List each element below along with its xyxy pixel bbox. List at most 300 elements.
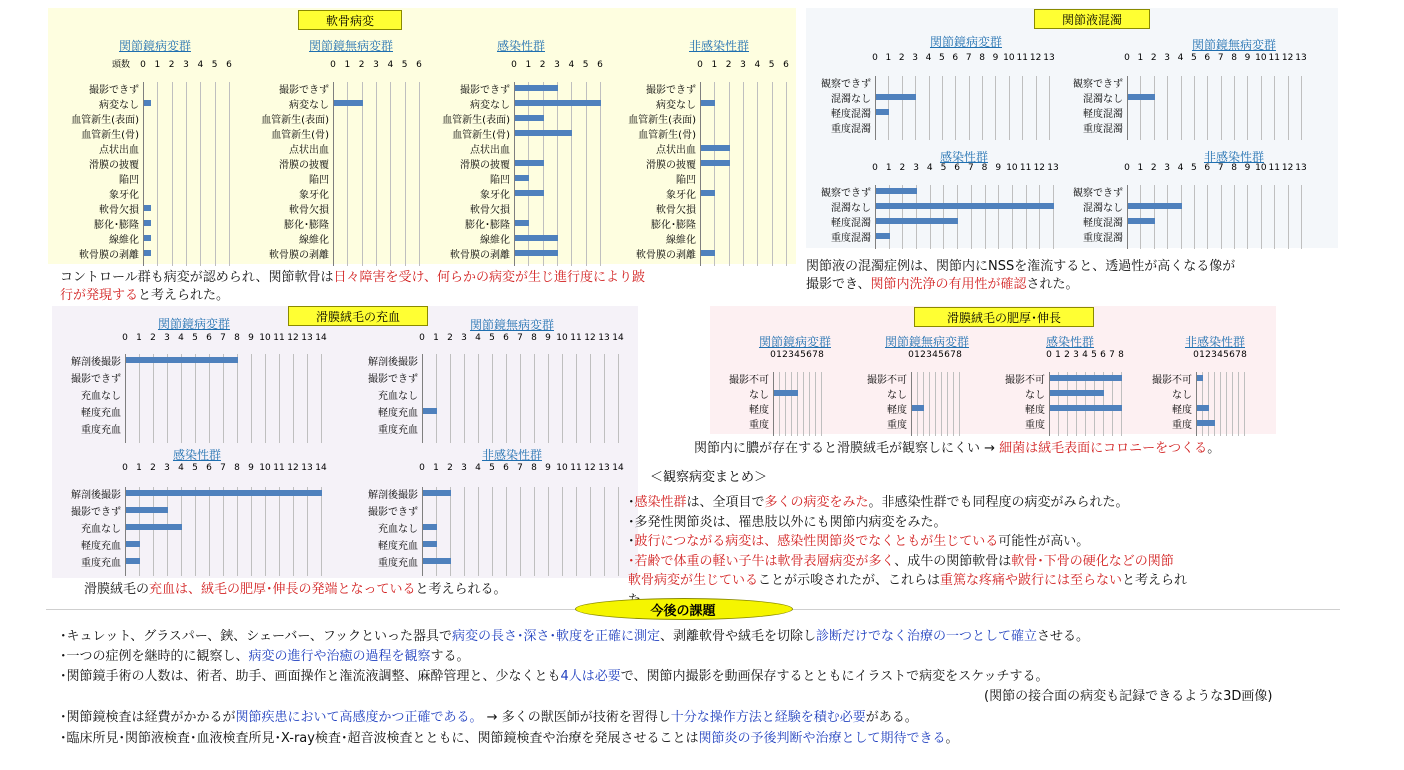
category-label: 撮影できず xyxy=(646,85,696,96)
category-label: 軽度 xyxy=(749,405,769,416)
gridline xyxy=(1274,76,1275,140)
tick-label: 7 xyxy=(967,163,974,173)
category-label: 充血なし xyxy=(81,524,121,535)
bar xyxy=(144,205,151,211)
bar xyxy=(515,175,529,181)
category-label: 重度 xyxy=(749,420,769,431)
tick-label: 2 xyxy=(150,463,156,473)
bar xyxy=(515,130,572,136)
text-run: 行が発現する xyxy=(60,288,139,303)
category-label: 軽度 xyxy=(1172,405,1192,416)
bar xyxy=(876,218,958,224)
gridline xyxy=(520,354,521,443)
gridline xyxy=(888,76,889,140)
gridline xyxy=(998,185,999,249)
category-label: 軽度混濁 xyxy=(1083,218,1123,229)
gridline xyxy=(815,372,816,436)
tick-label: 0 xyxy=(511,60,517,70)
future-line xyxy=(60,665,1049,684)
category-label: 重度充血 xyxy=(378,425,418,436)
category-label: 重度充血 xyxy=(378,558,418,569)
category-label: 撮影不可 xyxy=(1005,375,1045,386)
bar xyxy=(1197,405,1209,411)
tick-label: 0 xyxy=(122,333,128,343)
gridline xyxy=(464,354,465,443)
text-run: 関節液の混濁症例は、関節内にNSSを潅流すると、透過性が高くなる像が xyxy=(806,259,1236,274)
category-label: 象牙化 xyxy=(299,190,329,201)
category-label: 撮影できず xyxy=(460,85,510,96)
bar xyxy=(876,203,1054,209)
tick-label: 10 xyxy=(556,333,568,343)
gridline xyxy=(586,82,587,266)
gridline xyxy=(604,354,605,443)
bar xyxy=(515,160,544,166)
tick-label: 5 xyxy=(938,350,944,360)
category-label: 象牙化 xyxy=(480,190,510,201)
gridline xyxy=(321,354,322,443)
category-label: 血管新生(表面) xyxy=(261,115,329,126)
tick-label: 9 xyxy=(1244,163,1251,173)
gridline xyxy=(1301,185,1302,249)
bar xyxy=(126,524,182,530)
gridline xyxy=(757,82,758,266)
tick-label: 4 xyxy=(1177,163,1184,173)
gridline xyxy=(223,487,224,576)
tick-label: 6 xyxy=(503,463,509,473)
gridline xyxy=(1036,76,1037,140)
chart-title: 関節鏡病変群 xyxy=(929,35,1002,49)
tick-label: 6 xyxy=(1204,53,1211,63)
gridline xyxy=(604,487,605,576)
section-title-fluid: 関節液混濁 xyxy=(1034,9,1150,29)
tick-label: 3 xyxy=(1073,350,1079,360)
gridline xyxy=(1094,372,1095,436)
tick-label: 8 xyxy=(531,463,537,473)
category-label: 陥凹 xyxy=(309,175,329,186)
summary-title: ＜観察病変まとめ＞ xyxy=(650,470,768,485)
tick-label: 1 xyxy=(1137,53,1144,63)
tick-label: 5 xyxy=(800,350,806,360)
tick-label: 5 xyxy=(940,163,947,173)
gridline xyxy=(576,487,577,576)
future-line xyxy=(984,685,1272,704)
summary-line xyxy=(628,530,1089,549)
tick-label: 7 xyxy=(220,333,226,343)
bar xyxy=(515,190,544,196)
text-run: 日々障害を受け、何らかの病変が生じ進行度により跛 xyxy=(333,270,646,285)
tick-label: 10 xyxy=(1255,163,1267,173)
tick-label: 8 xyxy=(234,463,240,473)
tick-label: 6 xyxy=(597,60,603,70)
gridline xyxy=(821,372,822,436)
text-run: ことが示唆されたが、これらは xyxy=(758,573,941,588)
gridline xyxy=(237,487,238,576)
category-label: 象牙化 xyxy=(666,190,696,201)
tick-label: 7 xyxy=(965,53,972,63)
tick-label: 9 xyxy=(248,333,254,343)
tick-label: 3 xyxy=(788,350,794,360)
chart-title: 関節鏡病変群 xyxy=(118,39,191,53)
section-title-hyperemia: 滑膜絨毛の充血 xyxy=(288,306,428,326)
tick-label: 0 xyxy=(330,60,336,70)
gridline xyxy=(195,354,196,443)
gridline xyxy=(362,82,363,266)
tick-label: 2 xyxy=(447,463,453,473)
text-run: 可能性が高い。 xyxy=(998,534,1090,549)
gridline xyxy=(1076,372,1077,436)
category-label: 撮影不可 xyxy=(867,375,907,386)
gridline xyxy=(1194,185,1195,249)
tick-label: 13 xyxy=(1295,163,1307,173)
tick-label: 4 xyxy=(1082,350,1088,360)
gridline xyxy=(982,76,983,140)
y-axis xyxy=(125,354,126,443)
gridline xyxy=(1154,76,1155,140)
category-label: 撮影不可 xyxy=(729,375,769,386)
note-hyperemia xyxy=(84,581,644,599)
category-label: 混濁なし xyxy=(1083,94,1123,105)
gridline xyxy=(943,185,944,249)
category-label: 血管新生(骨) xyxy=(638,130,696,141)
category-label: 点状出血 xyxy=(99,145,139,156)
chart-title: 関節鏡無病変群 xyxy=(884,335,969,349)
tick-label: 4 xyxy=(475,333,481,343)
category-label: 病変なし xyxy=(470,100,510,111)
tick-label: 1 xyxy=(433,463,439,473)
tick-label: 5 xyxy=(489,463,495,473)
bar xyxy=(126,490,322,496)
summary-line xyxy=(628,569,1187,588)
tick-label: 1 xyxy=(914,350,920,360)
gridline xyxy=(1026,185,1027,249)
gridline xyxy=(405,82,406,266)
gridline xyxy=(195,487,196,576)
bar xyxy=(515,100,601,106)
chart-title: 関節鏡病変群 xyxy=(758,335,831,349)
tick-label: 9 xyxy=(248,463,254,473)
text-run: 十分な操作方法と経験を積む必要 xyxy=(670,710,866,725)
tick-label: 2 xyxy=(539,60,546,70)
bar xyxy=(515,220,529,226)
bar xyxy=(701,250,715,256)
text-run: 軟骨病変が生じている xyxy=(628,573,759,588)
text-run: する。 xyxy=(430,649,470,664)
tick-label: 1 xyxy=(136,463,142,473)
tick-label: 7 xyxy=(1217,163,1224,173)
bar xyxy=(515,250,558,256)
gridline xyxy=(1238,372,1239,436)
gridline xyxy=(1247,185,1248,249)
gridline xyxy=(942,76,943,140)
bar xyxy=(144,250,151,256)
category-label: 血管新生(骨) xyxy=(452,130,510,141)
text-run: (関節の接合面の病変も記録できるような3D画像) xyxy=(984,689,1273,704)
gridline xyxy=(1022,76,1023,140)
tick-label: 4 xyxy=(926,163,933,173)
tick-label: 7 xyxy=(1235,350,1241,360)
gridline xyxy=(548,354,549,443)
gridline xyxy=(200,82,201,266)
category-label: 軟骨膜の剥離 xyxy=(636,250,696,261)
gridline xyxy=(1181,185,1182,249)
tick-label: 1 xyxy=(885,53,892,63)
text-run: 。非感染性群でも同程度の病変がみられた。 xyxy=(868,495,1129,510)
text-run: → 多くの獣医師が技術を習得し xyxy=(482,710,671,725)
tick-label: 0 xyxy=(140,60,146,70)
gridline xyxy=(791,372,792,436)
tick-label: 1 xyxy=(433,333,439,343)
tick-label: 2 xyxy=(1064,350,1070,360)
category-label: 点状出血 xyxy=(289,145,329,156)
bar xyxy=(701,145,730,151)
gridline xyxy=(929,76,930,140)
gridline xyxy=(492,487,493,576)
tick-label: 0 xyxy=(1124,53,1130,63)
gridline xyxy=(172,82,173,266)
gridline xyxy=(1067,372,1068,436)
gridline xyxy=(265,487,266,576)
category-label: 重度混濁 xyxy=(1083,124,1123,135)
tick-label: 5 xyxy=(768,60,775,70)
tick-label: 5 xyxy=(939,53,945,63)
gridline xyxy=(1181,76,1182,140)
tick-label: 1 xyxy=(885,163,892,173)
gridline xyxy=(251,487,252,576)
text-run: コントロール群も病変が認められ、関節軟骨は xyxy=(60,270,334,285)
tick-label: 5 xyxy=(1191,163,1197,173)
gridline xyxy=(916,185,917,249)
tick-label: 3 xyxy=(183,60,189,70)
gridline xyxy=(941,372,942,436)
bar xyxy=(1128,218,1155,224)
tick-label: 13 xyxy=(301,463,313,473)
gridline xyxy=(889,185,890,249)
bar xyxy=(876,109,889,115)
gridline xyxy=(153,487,154,576)
chart-title: 感染性群 xyxy=(1045,335,1094,349)
gridline xyxy=(1288,185,1289,249)
category-label: 重度 xyxy=(1025,420,1045,431)
tick-label: 10 xyxy=(1006,163,1018,173)
tick-label: 8 xyxy=(531,333,537,343)
tick-label: 5 xyxy=(1223,350,1229,360)
text-run: 4人は必要 xyxy=(560,669,621,684)
gridline xyxy=(786,82,787,266)
text-run: 関節疾患において高感度かつ正確である。 xyxy=(235,710,483,725)
gridline xyxy=(181,487,182,576)
chart-title: 関節鏡無病変群 xyxy=(469,318,554,332)
gridline xyxy=(1121,372,1122,436)
category-label: 病変なし xyxy=(99,100,139,111)
gridline xyxy=(237,354,238,443)
category-label: 軽度 xyxy=(1025,405,1045,416)
bar xyxy=(1128,94,1155,100)
y-axis xyxy=(333,82,334,266)
category-label: 病変なし xyxy=(289,100,329,111)
gridline xyxy=(803,372,804,436)
bar xyxy=(1050,375,1122,381)
tick-label: 9 xyxy=(992,53,999,63)
chart-title: 非感染性群 xyxy=(688,39,749,53)
gridline xyxy=(548,487,549,576)
tick-label: 8 xyxy=(979,53,985,63)
gridline xyxy=(139,354,140,443)
gridline xyxy=(506,487,507,576)
tick-label: 8 xyxy=(981,163,988,173)
category-label: 撮影できず xyxy=(368,374,418,385)
tick-label: 10 xyxy=(259,333,271,343)
gridline xyxy=(279,354,280,443)
text-run: 重篤な疼痛や跛行には至らない xyxy=(940,573,1123,588)
bar xyxy=(144,235,151,241)
gridline xyxy=(1012,185,1013,249)
gridline xyxy=(955,76,956,140)
text-run: 感染性群 xyxy=(634,495,687,510)
tick-label: 0 xyxy=(908,350,914,360)
gridline xyxy=(714,82,715,266)
text-run: 。 xyxy=(945,731,959,746)
category-label: 病変なし xyxy=(656,100,696,111)
gridline xyxy=(797,372,798,436)
tick-label: 6 xyxy=(954,163,961,173)
gridline xyxy=(935,372,936,436)
gridline xyxy=(534,354,535,443)
category-label: 軽度混濁 xyxy=(1083,109,1123,120)
category-label: 重度 xyxy=(1172,420,1192,431)
tick-label: 3 xyxy=(1164,163,1171,173)
category-label: 膨化･膨隆 xyxy=(284,220,329,231)
tick-label: 8 xyxy=(234,333,240,343)
gridline xyxy=(534,487,535,576)
text-run: ･ xyxy=(628,534,635,549)
tick-label: 1 xyxy=(154,60,161,70)
category-label: 軽度充血 xyxy=(81,408,121,419)
gridline xyxy=(785,372,786,436)
gridline xyxy=(293,354,294,443)
tick-label: 4 xyxy=(794,350,800,360)
gridline xyxy=(618,487,619,576)
gridline xyxy=(1053,185,1054,249)
category-label: 線維化 xyxy=(666,235,696,246)
text-run: ･関節鏡手術の人数は、術者、助手、画面操作と潅流液調整、麻酔管理と、少なくとも xyxy=(60,669,561,684)
tick-label: 3 xyxy=(554,60,560,70)
gridline xyxy=(229,82,230,266)
gridline xyxy=(181,354,182,443)
category-label: 点状出血 xyxy=(656,145,696,156)
tick-label: 14 xyxy=(612,463,624,473)
tick-label: 11 xyxy=(273,333,285,343)
chart-title: 非感染性群 xyxy=(1203,150,1264,164)
future-line xyxy=(60,706,918,725)
gridline xyxy=(321,487,322,576)
gridline xyxy=(1234,185,1235,249)
category-label: 線維化 xyxy=(480,235,510,246)
tick-label: 8 xyxy=(956,350,962,360)
tick-label: 12 xyxy=(1033,163,1046,173)
tick-label: 7 xyxy=(220,463,226,473)
text-run: と考えられる。 xyxy=(415,582,507,597)
bar xyxy=(126,507,168,513)
gridline xyxy=(215,82,216,266)
category-label: 軽度充血 xyxy=(378,541,418,552)
tick-label: 2 xyxy=(920,350,926,360)
tick-label: 6 xyxy=(1100,350,1106,360)
gridline xyxy=(957,185,958,249)
tick-label: 6 xyxy=(783,60,789,70)
bar xyxy=(774,390,798,396)
count-label: 頭数 xyxy=(112,60,131,70)
y-axis xyxy=(1049,372,1050,436)
category-label: 血管新生(骨) xyxy=(271,130,329,141)
category-label: なし xyxy=(1025,390,1045,401)
chart-title: 感染性群 xyxy=(939,150,988,164)
category-label: 重度 xyxy=(887,420,907,431)
text-run: は、全項目で xyxy=(686,495,765,510)
tick-label: 9 xyxy=(545,333,551,343)
tick-label: 0 xyxy=(872,53,878,63)
gridline xyxy=(1140,185,1141,249)
tick-label: 5 xyxy=(489,333,495,343)
tick-label: 13 xyxy=(598,333,610,343)
summary-line xyxy=(628,491,1129,510)
tick-label: 2 xyxy=(725,60,732,70)
text-run: ･一つの症例を継時的に観察し、 xyxy=(60,649,249,664)
gridline xyxy=(600,82,601,266)
gridline xyxy=(571,82,572,266)
tick-label: 12 xyxy=(287,463,299,473)
bar xyxy=(701,190,715,196)
category-label: 象牙化 xyxy=(109,190,139,201)
gridline xyxy=(902,185,903,249)
gridline xyxy=(1167,185,1168,249)
bar xyxy=(515,235,558,241)
tick-label: 14 xyxy=(315,463,327,473)
tick-label: 6 xyxy=(503,333,509,343)
text-run: ･多発性関節炎は、罹患肢以外にも関節内病変をみた。 xyxy=(628,514,947,530)
text-run: と考えられた。 xyxy=(138,288,230,303)
bar xyxy=(144,100,151,106)
text-run: された。 xyxy=(1026,277,1079,292)
gridline xyxy=(307,487,308,576)
tick-label: 6 xyxy=(206,463,212,473)
tick-label: 4 xyxy=(197,60,204,70)
tick-label: 4 xyxy=(932,350,938,360)
gridline xyxy=(1226,372,1227,436)
gridline xyxy=(1274,185,1275,249)
tick-label: 10 xyxy=(556,463,568,473)
tick-label: 9 xyxy=(995,163,1002,173)
tick-label: 3 xyxy=(1211,350,1217,360)
gridline xyxy=(1167,76,1168,140)
tick-label: 6 xyxy=(1229,350,1235,360)
tick-label: 1 xyxy=(1137,163,1144,173)
tick-label: 11 xyxy=(1268,53,1280,63)
text-run: 診断だけでなく治療の一つとして確立 xyxy=(815,629,1037,644)
tick-label: 0 xyxy=(419,463,425,473)
gridline xyxy=(450,354,451,443)
gridline xyxy=(1009,76,1010,140)
tick-label: 6 xyxy=(226,60,232,70)
gridline xyxy=(1208,372,1209,436)
gridline xyxy=(902,76,903,140)
gridline xyxy=(779,372,780,436)
gridline xyxy=(209,354,210,443)
chart-title: 感染性群 xyxy=(172,448,221,462)
category-label: 滑膜の披覆 xyxy=(89,160,139,171)
tick-label: 2 xyxy=(1150,53,1157,63)
tick-label: 4 xyxy=(568,60,575,70)
tick-label: 0 xyxy=(872,163,878,173)
